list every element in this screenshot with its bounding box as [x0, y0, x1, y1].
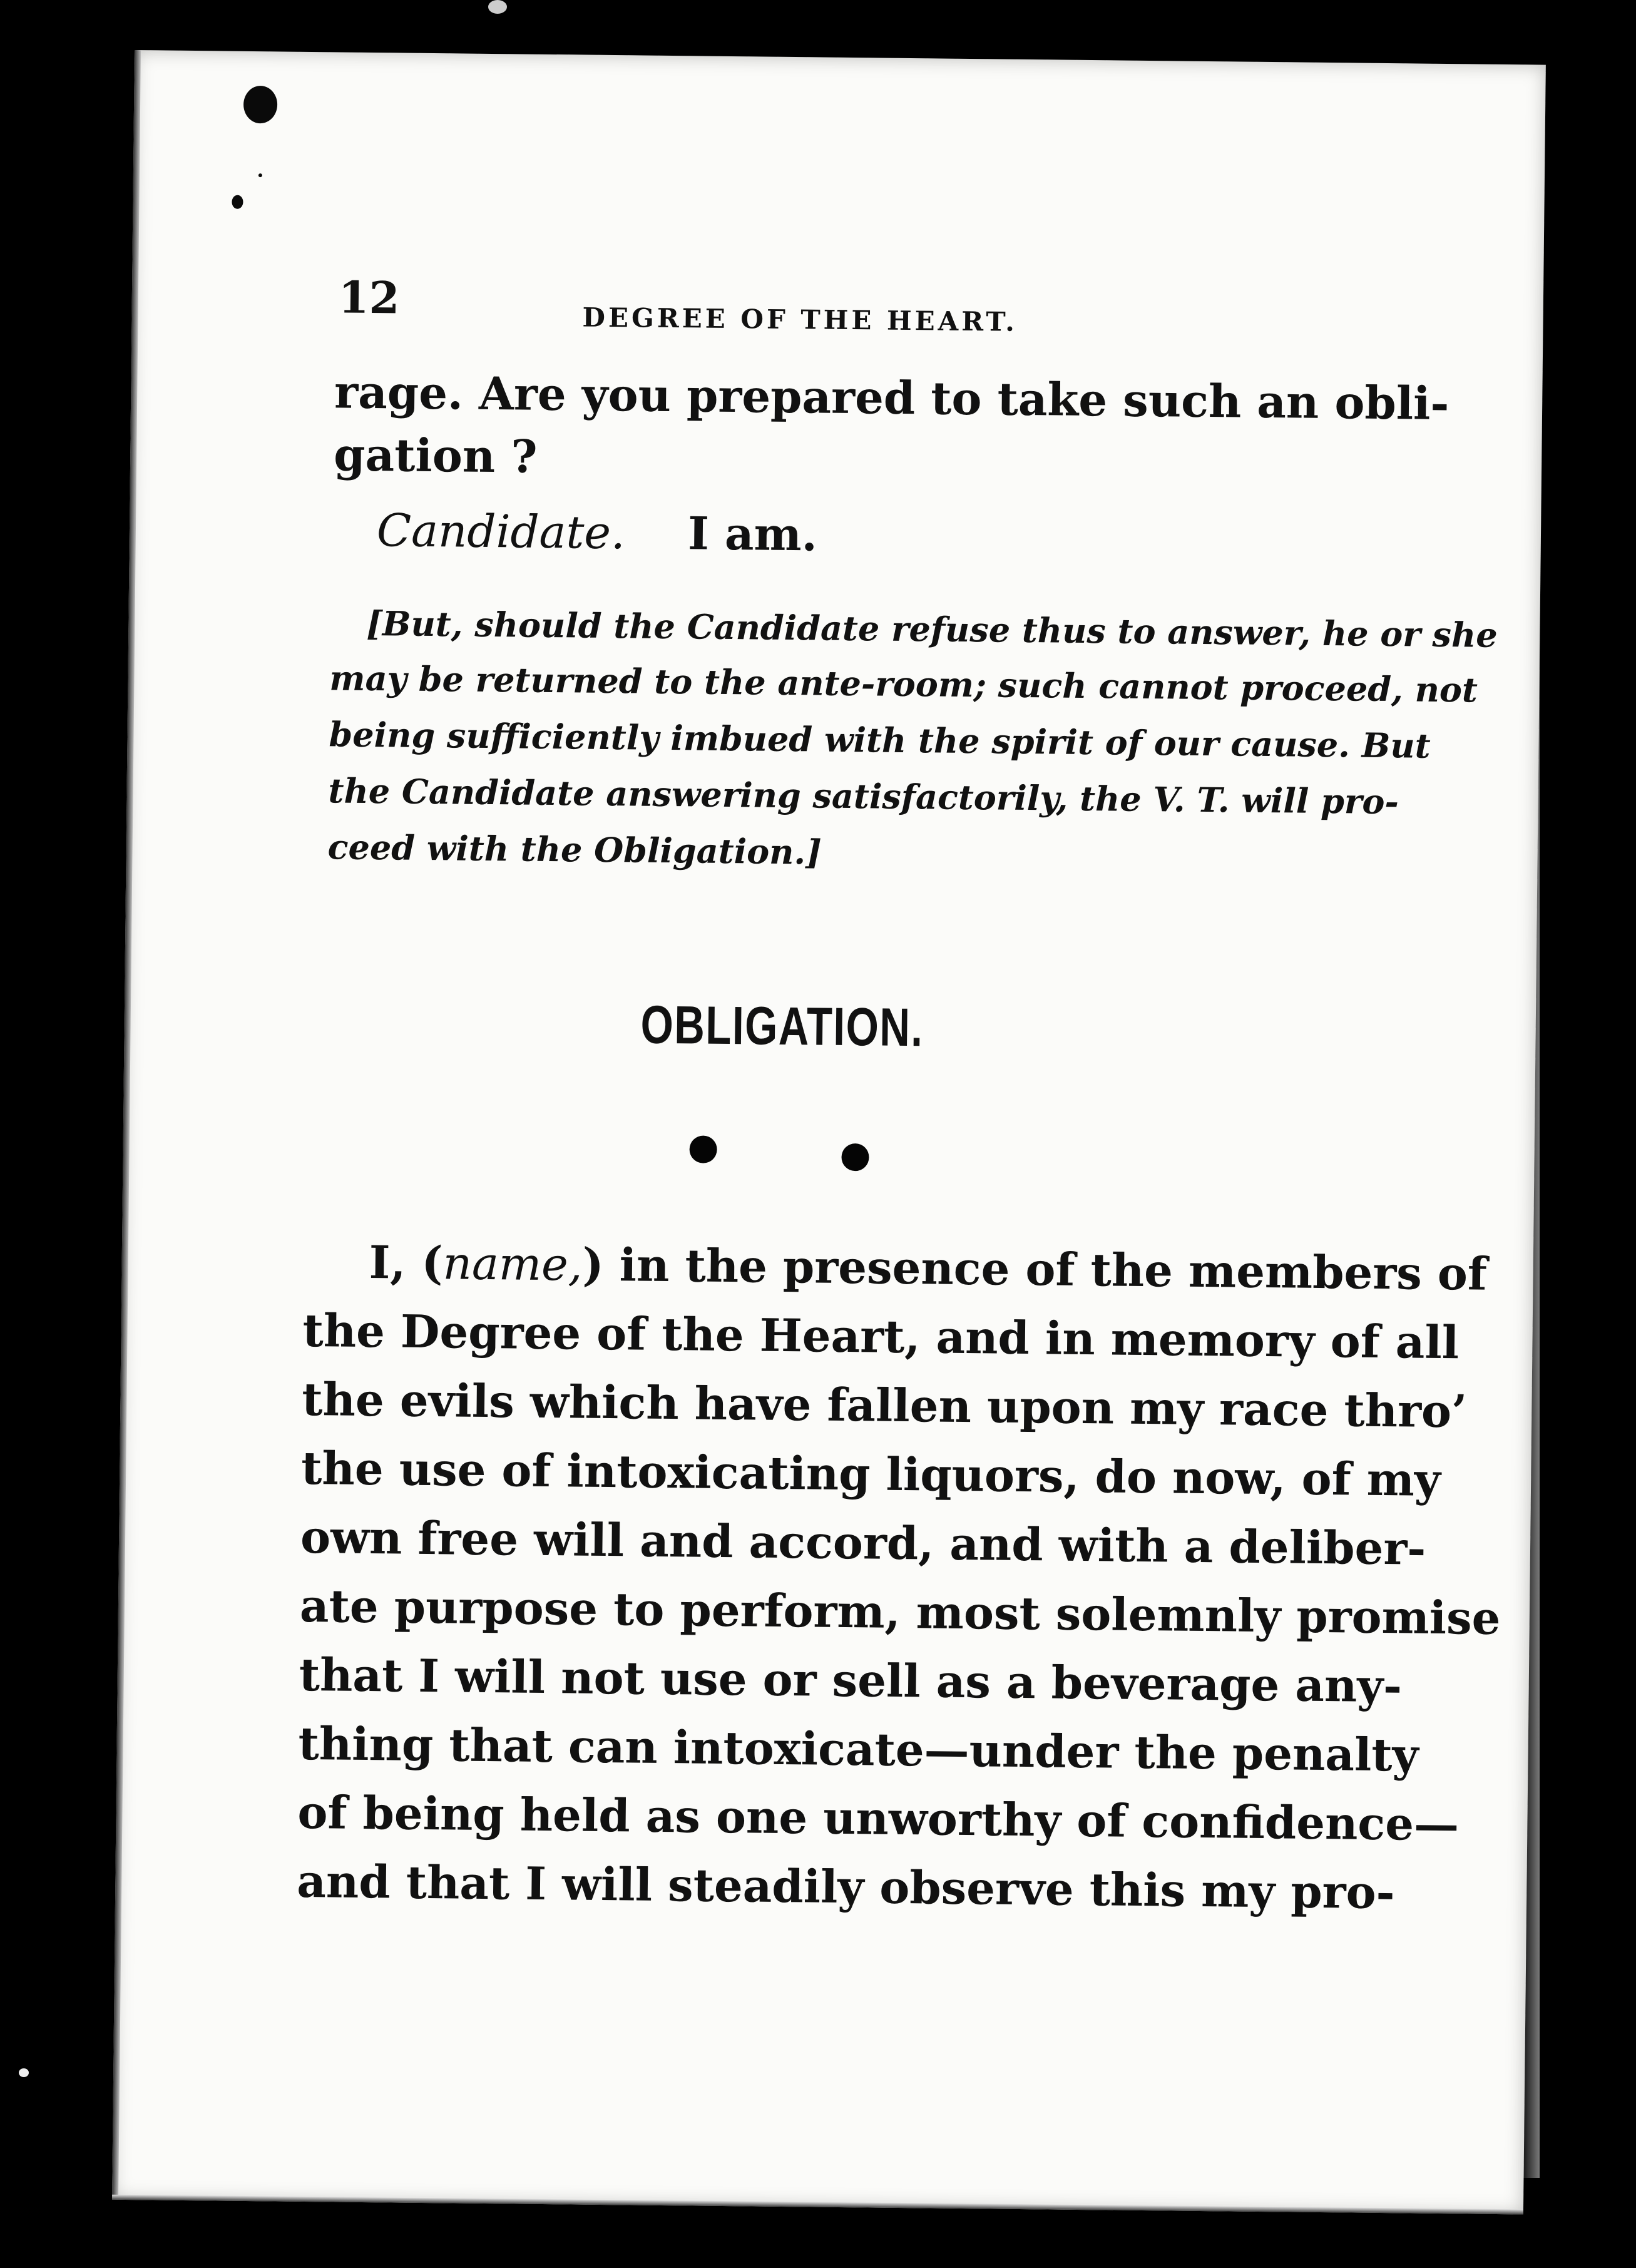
ornament-dot — [689, 1135, 717, 1163]
stage-direction-line: the Candidate answering satisfactorily, the V. T. will pro- — [328, 770, 1399, 822]
dialogue-line — [377, 503, 818, 561]
obligation-line: own free will and accord, and with a deliber- — [300, 1509, 1426, 1575]
obligation-line: that I will not use or sell as a beverage any- — [299, 1647, 1403, 1713]
name-placeholder: name, — [442, 1237, 583, 1291]
ornament-dot — [841, 1143, 869, 1171]
obligation-line: thing that can intoxicate—under the penalty — [298, 1716, 1419, 1782]
body-text-line: gation ? — [333, 427, 538, 483]
section-heading: OBLIGATION. — [640, 994, 924, 1058]
speaker-label: Candidate. — [376, 504, 626, 559]
spacer — [641, 506, 673, 560]
stage-direction-line: may be returned to the ante-room; such cannot proceed, not — [329, 658, 1478, 710]
obligation-line: ate purpose to perform, most solemnly promise — [299, 1578, 1501, 1645]
ink-speck — [19, 2068, 29, 2077]
obligation-text: ) in the presence of the members of — [582, 1237, 1488, 1300]
obligation-first-line — [369, 1235, 1487, 1300]
page-gutter — [112, 50, 141, 2200]
obligation-text: I, ( — [369, 1235, 444, 1290]
body-text-line: rage. Are you prepared to take such an obli- — [334, 365, 1449, 431]
page-bottom-edge — [112, 2195, 1523, 2215]
running-head: DEGREE OF THE HEART. — [582, 302, 1018, 337]
ink-blot — [243, 86, 278, 124]
page-number: 12 — [338, 271, 400, 324]
obligation-line: the Degree of the Heart, and in memory of all — [302, 1303, 1460, 1369]
ink-speck — [232, 195, 243, 209]
obligation-line: and that I will steadily observe this my pro- — [296, 1854, 1395, 1919]
stage-direction-line: being sufficiently imbued with the spirit of our cause. But — [329, 714, 1431, 766]
ink-speck — [258, 173, 262, 177]
obligation-line: the use of intoxicating liquors, do now, of my — [300, 1441, 1441, 1506]
stage-direction-line: ceed with the Obligation.] — [327, 827, 822, 872]
book-page — [112, 50, 1546, 2214]
stage-direction-line: [But, should the Candidate refuse thus to answer, he or she — [366, 603, 1498, 655]
obligation-line: of being held as one unworthy of confidence— — [297, 1785, 1460, 1851]
candidate-reply: I am. — [687, 506, 818, 561]
obligation-line: the evils which have fallen upon my race thro’ — [301, 1372, 1468, 1438]
ink-speck — [488, 0, 507, 14]
